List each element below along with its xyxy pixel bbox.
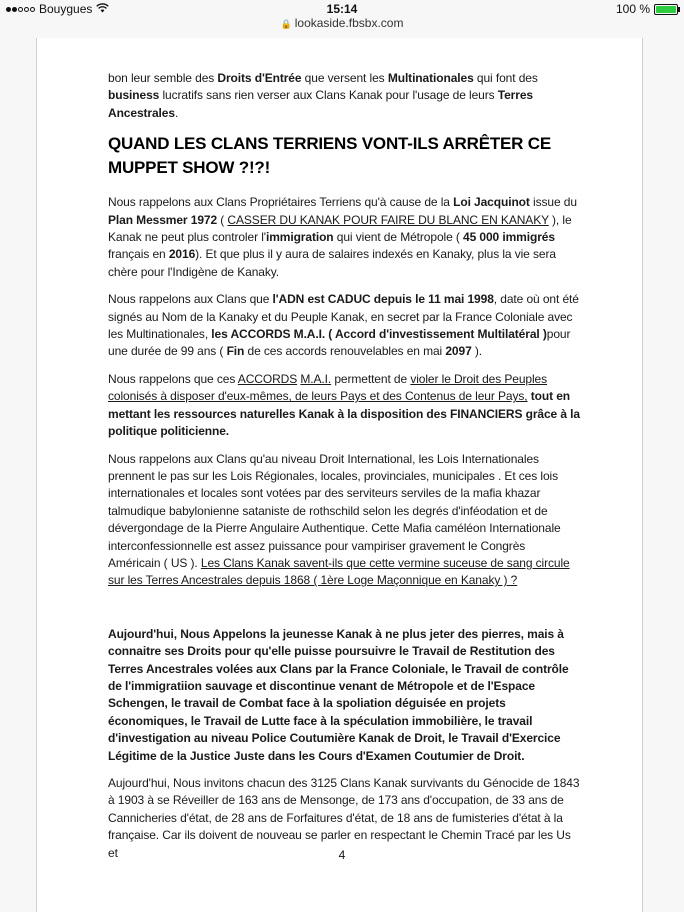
bold-text: immigration	[265, 230, 334, 245]
paragraph	[108, 194, 580, 281]
underlined-text: ACCORDS	[237, 371, 298, 386]
text-run: Nous rappelons que ces	[108, 371, 238, 386]
text-run: de ces accords renouvelables en mai	[244, 344, 446, 359]
bold-text: business	[108, 88, 160, 103]
section-heading: QUAND LES CLANS TERRIENS VONT-ILS ARRÊTER CE MUPPET SHOW ?!?!	[108, 134, 551, 178]
lock-icon: 🔒	[280, 19, 292, 29]
text-run: ).	[471, 344, 483, 359]
paragraph	[108, 451, 580, 590]
text-run: bon leur semble des	[108, 71, 218, 85]
text-run: permettent de	[331, 371, 411, 386]
text-run: ), le Kanak ne peut plus controler l'	[108, 212, 572, 245]
clock: 15:14	[326, 2, 358, 16]
bold-text: Plan Messmer 1972	[108, 212, 218, 227]
bold-text: l'ADN est CADUC depuis le 11 mai 1998	[272, 292, 494, 307]
underlined-text: CASSER DU KANAK POUR FAIRE DU BLANC EN KANAKY	[227, 212, 549, 227]
document-content	[108, 70, 580, 872]
text-run: , date où ont été signés au Nom de la Kanaky et du Peuple Kanak, en secret par la France Coloniale avec les Multinationales,	[108, 292, 579, 342]
text-run: ). Et que plus il y aura de salaires indexés en Kanaky, plus la vie sera chère pour l'Indigène de Kanaky.	[108, 247, 556, 279]
text-run: Nous rappelons aux Clans Propriétaires Terriens qu'à cause de la	[108, 195, 454, 210]
paragraph	[108, 291, 580, 361]
battery-percent: 100 %	[615, 2, 650, 16]
text-run: que versent les	[301, 71, 388, 85]
underlined-text: Les Clans Kanak savent-ils que cette vermine suceuse de sang circule sur les Terres Ancestrales depuis 1868 ( 1ère Loge Maçonnique en Kanaky ) ?	[108, 555, 570, 588]
text-run: pour une durée de 99 ans (	[108, 327, 571, 359]
battery-group	[616, 2, 678, 16]
address-bar[interactable]	[0, 16, 684, 36]
text-run: qui font des	[473, 71, 538, 85]
paragraph	[108, 371, 580, 441]
text-run: français en	[108, 247, 169, 262]
bold-text: Fin	[226, 344, 245, 359]
bold-text: les ACCORDS M.A.I. ( Accord d'investissement Multilatéral )	[211, 327, 547, 342]
bold-text: Terres Ancestrales	[108, 88, 533, 120]
bold-text: 2016	[168, 247, 196, 262]
url-text: lookaside.fbsbx.com	[294, 16, 404, 30]
text-run: Aujourd'hui, Nous invitons chacun des 3125 Clans Kanak survivants du Génocide de 1843 à 1903 à se Réveiller de 163 ans de Mensonge, de 173 ans d'occupation, de 33 ans de Cannicheries d'état, de 28 ans de Forfaitures d'état, de 18 ans de fumisteries d'état à la française. Car ils doivent de nouveau se parler en respectant le Chemin Tracé par les Us et	[108, 776, 580, 860]
bold-text: Loi Jacquinot	[453, 195, 530, 210]
bold-text: 2097	[445, 344, 472, 359]
text-run: Nous rappelons aux Clans que	[108, 292, 273, 307]
bold-text: Aujourd'hui, Nous Appelons la jeunesse Kanak à ne plus jeter des pierres, mais à connaitre ses Droits pour qu'elle puisse poursuivre le Travail de Restitution des Terres Ancestrales volées aux Clans par la France Coloniale, le Travail de contrôle de l'immigratiion sauvage et discontinue venant de Métropole et de l'Espace Schengen, le travail de Combat face à la spoliation déguisée en projets économiques, le Travail de Lutte face à la spéculation immobilière, le travail d'investigation au niveau Police Coutumière Kanak de Droit, le Travail d'Exercice Légitime de la Justice Juste dans les Cours d'Examen Coutumier de Droit.	[108, 626, 569, 763]
text-run: Nous rappelons aux Clans qu'au niveau Droit International, les Lois Internationales prennent le pas sur les Lois Régionales, locales, provinciales, municipales . Et ces lois internationales et locales sont votées par des serviteurs serviles de la mafia khazar talmudique babylonienne sataniste de rothschild selon les degrés d'inféodation et de dévergondage de la Pierre Angulaire Authentique. Cette Mafia caméléon Internationale interconfessionnelle est assez puissance pour vampiriser gravement le Congrès Américain ( US ).	[108, 451, 561, 570]
text-run: qui vient de Métropole (	[333, 230, 464, 245]
text-run: issue du	[529, 195, 577, 210]
text-run: (	[217, 212, 228, 227]
paragraph	[108, 626, 580, 765]
paragraph	[108, 70, 580, 122]
underlined-text: M.A.I.	[300, 371, 332, 386]
carrier-name: Bouygues	[39, 2, 93, 16]
bold-text: Droits d'Entrée	[217, 71, 302, 85]
spacer	[108, 600, 580, 626]
bold-text: tout en mettant les ressources naturelles Kanak à la disposition des FINANCIERS grâce à la politique politicienne.	[108, 389, 580, 439]
underlined-text: violer le Droit des Peuples colonisés à disposer d'eux-mêmes, de leurs Pays et des Contenus de leur Pays,	[108, 371, 548, 404]
bold-text: Multinationales	[387, 71, 474, 85]
text-run: .	[174, 105, 179, 120]
bold-text: 45 000 immigrés	[463, 230, 555, 245]
page-number: 4	[338, 848, 346, 862]
text-run: lucratifs sans rien verser aux Clans Kanak pour l'usage de leurs	[159, 88, 498, 103]
battery-icon	[654, 4, 678, 15]
